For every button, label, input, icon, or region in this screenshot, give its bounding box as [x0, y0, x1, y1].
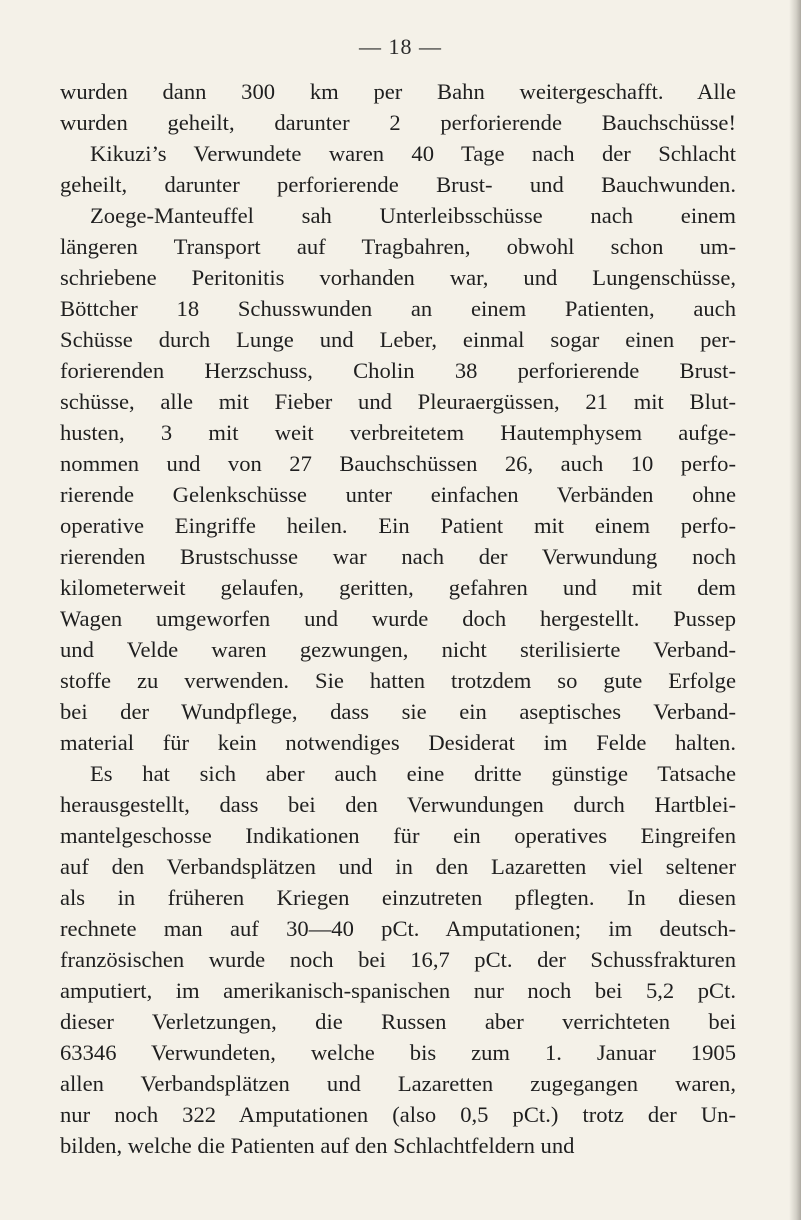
text-line: Kikuzi’s Verwundete waren 40 Tage nach der Schlacht — [90, 141, 736, 166]
text-line: rierende Gelenkschüsse unter einfachen Verbänden ohne — [60, 482, 736, 507]
text-line: Wagen umgeworfen und wurde doch hergestellt. Pussep — [60, 606, 736, 631]
text-line: längeren Transport auf Tragbahren, obwohl schon um- — [60, 234, 736, 259]
body-text — [60, 76, 736, 1161]
text-line: Es hat sich aber auch eine dritte günstige Tatsache — [90, 761, 736, 786]
text-line: wurden geheilt, darunter 2 perforierende Bauchschüsse! — [60, 110, 736, 135]
text-line: material für kein notwendiges Desiderat im Felde halten. — [60, 730, 736, 755]
text-line: rechnete man auf 30—40 pCt. Amputationen; im deutsch- — [60, 916, 736, 941]
text-line: wurden dann 300 km per Bahn weitergeschafft. Alle — [60, 79, 736, 104]
text-line: allen Verbandsplätzen und Lazaretten zugegangen waren, — [60, 1071, 736, 1096]
text-line: rierenden Brustschusse war nach der Verwundung noch — [60, 544, 736, 569]
text-line: husten, 3 mit weit verbreitetem Hautemphysem aufge- — [60, 420, 736, 445]
text-line: 63346 Verwundeten, welche bis zum 1. Januar 1905 — [60, 1040, 736, 1065]
text-line: mantelgeschosse Indikationen für ein operatives Eingreifen — [60, 823, 736, 848]
text-line: schüsse, alle mit Fieber und Pleuraergüssen, 21 mit Blut- — [60, 389, 736, 414]
text-line: als in früheren Kriegen einzutreten pflegten. In diesen — [60, 885, 736, 910]
text-line: nommen und von 27 Bauchschüssen 26, auch 10 perfo- — [60, 451, 736, 476]
text-line: dieser Verletzungen, die Russen aber verrichteten bei — [60, 1009, 736, 1034]
page-number: — 18 — — [359, 34, 442, 59]
text-line: bei der Wundpflege, dass sie ein aseptisches Verband- — [60, 699, 736, 724]
text-line: kilometerweit gelaufen, geritten, gefahren und mit dem — [60, 575, 736, 600]
text-line: stoffe zu verwenden. Sie hatten trotzdem so gute Erfolge — [60, 668, 736, 693]
text-line: amputiert, im amerikanisch-spanischen nur noch bei 5,2 pCt. — [60, 978, 736, 1003]
text-line: auf den Verbandsplätzen und in den Lazaretten viel seltener — [60, 854, 736, 879]
text-line: Böttcher 18 Schusswunden an einem Patienten, auch — [60, 296, 736, 321]
text-line: operative Eingriffe heilen. Ein Patient mit einem perfo- — [60, 513, 736, 538]
text-line: Zoege-Manteuffel sah Unterleibsschüsse nach einem — [90, 203, 736, 228]
text-line: bilden, welche die Patienten auf den Schlachtfeldern und — [60, 1133, 575, 1158]
page-edge-shadow — [789, 0, 801, 1220]
text-line: und Velde waren gezwungen, nicht sterilisierte Verband- — [60, 637, 736, 662]
text-line: nur noch 322 Amputationen (also 0,5 pCt.) trotz der Un- — [60, 1102, 736, 1127]
text-line: Schüsse durch Lunge und Leber, einmal sogar einen per- — [60, 327, 736, 352]
text-line: französischen wurde noch bei 16,7 pCt. der Schussfrakturen — [60, 947, 736, 972]
text-line: herausgestellt, dass bei den Verwundungen durch Hartblei- — [60, 792, 736, 817]
text-line: schriebene Peritonitis vorhanden war, und Lungenschüsse, — [60, 265, 736, 290]
text-line: geheilt, darunter perforierende Brust- und Bauchwunden. — [60, 172, 736, 197]
text-line: forierenden Herzschuss, Cholin 38 perforierende Brust- — [60, 358, 736, 383]
